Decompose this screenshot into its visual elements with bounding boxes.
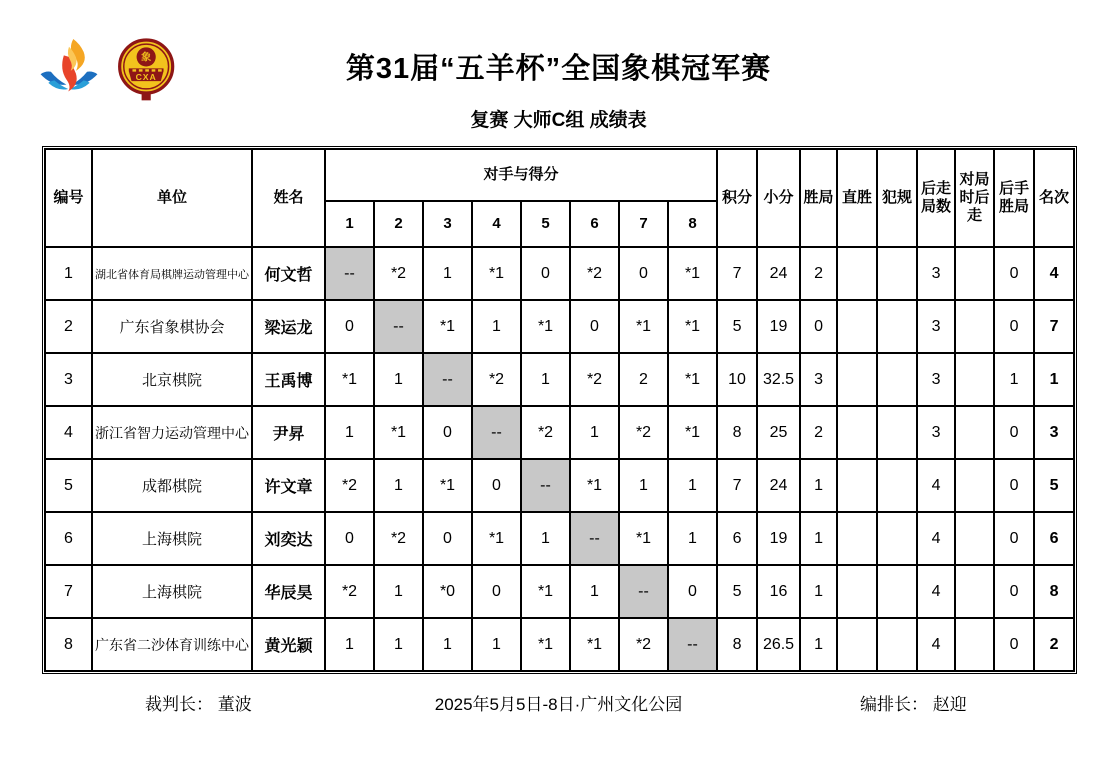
opponent-score-cell-5: 1 — [521, 353, 570, 406]
rank-cell: 8 — [1034, 565, 1074, 618]
round-header-7: 7 — [619, 201, 668, 247]
direct-win-cell — [837, 300, 877, 353]
opponent-score-cell-7: 2 — [619, 353, 668, 406]
rank-cell: 6 — [1034, 512, 1074, 565]
opponent-score-cell-8: 0 — [668, 565, 717, 618]
opponent-score-cell-8: -- — [668, 618, 717, 671]
opponent-score-cell-7: *2 — [619, 618, 668, 671]
opponent-score-cell-7: -- — [619, 565, 668, 618]
unit-cell: 浙江省智力运动管理中心 — [92, 406, 252, 459]
opponent-score-cell-7: *1 — [619, 300, 668, 353]
opponent-score-cell-5: *1 — [521, 618, 570, 671]
opponent-score-cell-1: 1 — [325, 618, 374, 671]
unit-cell: 上海棋院 — [92, 512, 252, 565]
opponent-score-cell-6: *2 — [570, 353, 619, 406]
opponent-score-cell-4: *2 — [472, 353, 521, 406]
opponent-score-cell-2: 1 — [374, 618, 423, 671]
opponent-score-cell-8: *1 — [668, 406, 717, 459]
direct-win-cell — [837, 618, 877, 671]
date-venue-label: 2025年5月5日-8日·广州文化公园 — [434, 695, 683, 714]
opponent-score-cell-3: 1 — [423, 247, 472, 300]
opponent-score-cell-8: 1 — [668, 459, 717, 512]
total-points-cell: 6 — [717, 512, 757, 565]
emblem-crenel-5 — [158, 69, 162, 71]
table-row — [45, 353, 1074, 406]
player-name-cell: 梁运龙 — [252, 300, 325, 353]
opponent-score-cell-2: 1 — [374, 459, 423, 512]
second-move-games-cell: 4 — [917, 618, 955, 671]
wins-cell: 2 — [800, 247, 837, 300]
wins-cell: 1 — [800, 512, 837, 565]
col-header-name: 姓名 — [252, 149, 325, 247]
col-header-rank: 名次 — [1034, 149, 1074, 247]
col-header-fouls: 犯规 — [877, 149, 917, 247]
table-row — [45, 247, 1074, 300]
opponent-score-cell-3: *1 — [423, 300, 472, 353]
opponent-score-cell-7: 1 — [619, 459, 668, 512]
opponent-score-cell-2: *1 — [374, 406, 423, 459]
wins-cell: 1 — [800, 565, 837, 618]
opponent-score-cell-6: 0 — [570, 300, 619, 353]
opponent-score-cell-2: -- — [374, 300, 423, 353]
col-header-direct-win: 直胜 — [837, 149, 877, 247]
unit-cell: 湖北省体育局棋牌运动管理中心 — [92, 247, 252, 300]
player-name-cell: 王禹博 — [252, 353, 325, 406]
opponent-score-cell-5: *2 — [521, 406, 570, 459]
second-move-games-cell: 3 — [917, 247, 955, 300]
results-tbody — [45, 247, 1074, 671]
col-header-unit: 单位 — [92, 149, 252, 247]
rank-cell: 3 — [1034, 406, 1074, 459]
second-when-timed-cell — [955, 247, 994, 300]
opponent-score-cell-1: *2 — [325, 565, 374, 618]
total-points-cell: 7 — [717, 247, 757, 300]
wins-cell: 1 — [800, 459, 837, 512]
tiebreak-points-cell: 19 — [757, 512, 800, 565]
second-move-games-cell: 3 — [917, 300, 955, 353]
second-when-timed-cell — [955, 300, 994, 353]
opponent-score-cell-5: 0 — [521, 247, 570, 300]
fouls-cell — [877, 618, 917, 671]
second-move-wins-cell: 0 — [994, 300, 1034, 353]
total-points-cell: 5 — [717, 300, 757, 353]
opponent-score-cell-6: 1 — [570, 406, 619, 459]
col-header-opponents: 对手与得分 — [325, 149, 717, 201]
direct-win-cell — [837, 565, 877, 618]
second-move-wins-cell: 0 — [994, 247, 1034, 300]
player-name-cell: 何文哲 — [252, 247, 325, 300]
player-name-cell: 刘奕达 — [252, 512, 325, 565]
fouls-cell — [877, 300, 917, 353]
fouls-cell — [877, 247, 917, 300]
second-move-wins-cell: 0 — [994, 618, 1034, 671]
col-header-tiebreak: 小分 — [757, 149, 800, 247]
col-header-number: 编号 — [45, 149, 92, 247]
opponent-score-cell-3: *0 — [423, 565, 472, 618]
results-table-frame — [42, 146, 1077, 674]
rank-cell: 7 — [1034, 300, 1074, 353]
unit-cell: 广东省二沙体育训练中心 — [92, 618, 252, 671]
opponent-score-cell-3: 0 — [423, 512, 472, 565]
player-name-cell: 华辰昊 — [252, 565, 325, 618]
direct-win-cell — [837, 247, 877, 300]
rank-cell: 2 — [1034, 618, 1074, 671]
opponent-score-cell-7: *2 — [619, 406, 668, 459]
opponent-score-cell-3: -- — [423, 353, 472, 406]
opponent-score-cell-3: 0 — [423, 406, 472, 459]
tiebreak-points-cell: 24 — [757, 459, 800, 512]
unit-cell: 成都棋院 — [92, 459, 252, 512]
tiebreak-points-cell: 16 — [757, 565, 800, 618]
second-move-wins-cell: 0 — [994, 459, 1034, 512]
opponent-score-cell-2: *2 — [374, 247, 423, 300]
opponent-score-cell-4: 0 — [472, 565, 521, 618]
table-row — [45, 618, 1074, 671]
opponent-score-cell-7: 0 — [619, 247, 668, 300]
second-move-games-cell: 4 — [917, 459, 955, 512]
row-number-cell: 6 — [45, 512, 92, 565]
second-move-wins-cell: 0 — [994, 512, 1034, 565]
opponent-score-cell-6: 1 — [570, 565, 619, 618]
opponent-score-cell-5: *1 — [521, 565, 570, 618]
opponent-score-cell-6: *1 — [570, 618, 619, 671]
col-header-wins: 胜局 — [800, 149, 837, 247]
second-move-games-cell: 3 — [917, 406, 955, 459]
emblem-bottom-tab — [142, 92, 151, 100]
second-when-timed-cell — [955, 565, 994, 618]
player-name-cell: 尹昇 — [252, 406, 325, 459]
fouls-cell — [877, 406, 917, 459]
tiebreak-points-cell: 32.5 — [757, 353, 800, 406]
row-number-cell: 8 — [45, 618, 92, 671]
opponent-score-cell-6: *1 — [570, 459, 619, 512]
second-move-wins-cell: 0 — [994, 406, 1034, 459]
opponent-score-cell-5: 1 — [521, 512, 570, 565]
torch-flame-logo — [38, 36, 100, 104]
unit-cell: 广东省象棋协会 — [92, 300, 252, 353]
opponent-score-cell-6: -- — [570, 512, 619, 565]
tiebreak-points-cell: 24 — [757, 247, 800, 300]
col-header-second-when-timed: 对局时后走 — [955, 149, 994, 247]
col-header-second-games: 后走局数 — [917, 149, 955, 247]
emblem-piece-character: 象 — [141, 52, 152, 64]
second-move-wins-cell: 0 — [994, 565, 1034, 618]
col-header-score: 积分 — [717, 149, 757, 247]
chief-referee-label: 裁判长： 董波 — [145, 695, 252, 714]
page-subtitle: 复赛 大师C组 成绩表 — [470, 110, 647, 131]
round-header-1: 1 — [325, 201, 374, 247]
opponent-score-cell-4: 1 — [472, 300, 521, 353]
opponent-score-cell-8: *1 — [668, 247, 717, 300]
direct-win-cell — [837, 512, 877, 565]
opponent-score-cell-1: *1 — [325, 353, 374, 406]
row-number-cell: 4 — [45, 406, 92, 459]
second-move-games-cell: 4 — [917, 512, 955, 565]
opponent-score-cell-4: 0 — [472, 459, 521, 512]
player-name-cell: 许文章 — [252, 459, 325, 512]
row-number-cell: 7 — [45, 565, 92, 618]
page-title: 第31届“五羊杯”全国象棋冠军赛 — [345, 53, 772, 85]
opponent-score-cell-6: *2 — [570, 247, 619, 300]
round-header-3: 3 — [423, 201, 472, 247]
opponent-score-cell-2: *2 — [374, 512, 423, 565]
results-table-header — [45, 149, 1074, 247]
opponent-score-cell-1: *2 — [325, 459, 374, 512]
second-when-timed-cell — [955, 459, 994, 512]
col-header-second-wins: 后手胜局 — [994, 149, 1034, 247]
tiebreak-points-cell: 19 — [757, 300, 800, 353]
results-table — [44, 148, 1075, 672]
row-number-cell: 3 — [45, 353, 92, 406]
tiebreak-points-cell: 26.5 — [757, 618, 800, 671]
chief-arranger-label: 编排长： 赵迎 — [860, 695, 967, 714]
opponent-score-cell-2: 1 — [374, 353, 423, 406]
cxa-association-emblem — [116, 36, 180, 108]
player-name-cell: 黄光颖 — [252, 618, 325, 671]
table-row — [45, 565, 1074, 618]
wins-cell: 0 — [800, 300, 837, 353]
opponent-score-cell-1: -- — [325, 247, 374, 300]
second-when-timed-cell — [955, 618, 994, 671]
unit-cell: 北京棋院 — [92, 353, 252, 406]
opponent-score-cell-7: *1 — [619, 512, 668, 565]
opponent-score-cell-4: *1 — [472, 512, 521, 565]
row-number-cell: 1 — [45, 247, 92, 300]
direct-win-cell — [837, 406, 877, 459]
opponent-score-cell-8: *1 — [668, 300, 717, 353]
second-move-games-cell: 4 — [917, 565, 955, 618]
opponent-score-cell-5: -- — [521, 459, 570, 512]
round-header-6: 6 — [570, 201, 619, 247]
opponent-score-cell-8: *1 — [668, 353, 717, 406]
tiebreak-points-cell: 25 — [757, 406, 800, 459]
emblem-cxa-text: CXA — [135, 71, 157, 82]
total-points-cell: 5 — [717, 565, 757, 618]
opponent-score-cell-4: -- — [472, 406, 521, 459]
round-header-5: 5 — [521, 201, 570, 247]
wins-cell: 1 — [800, 618, 837, 671]
total-points-cell: 8 — [717, 406, 757, 459]
fouls-cell — [877, 512, 917, 565]
fouls-cell — [877, 353, 917, 406]
second-when-timed-cell — [955, 353, 994, 406]
second-when-timed-cell — [955, 512, 994, 565]
table-row — [45, 512, 1074, 565]
total-points-cell: 8 — [717, 618, 757, 671]
opponent-score-cell-1: 0 — [325, 300, 374, 353]
table-row — [45, 459, 1074, 512]
opponent-score-cell-1: 0 — [325, 512, 374, 565]
rank-cell: 4 — [1034, 247, 1074, 300]
opponent-score-cell-3: 1 — [423, 618, 472, 671]
opponent-score-cell-5: *1 — [521, 300, 570, 353]
opponent-score-cell-8: 1 — [668, 512, 717, 565]
round-header-8: 8 — [668, 201, 717, 247]
second-when-timed-cell — [955, 406, 994, 459]
fouls-cell — [877, 565, 917, 618]
opponent-score-cell-4: 1 — [472, 618, 521, 671]
table-row — [45, 300, 1074, 353]
second-move-games-cell: 3 — [917, 353, 955, 406]
table-row — [45, 406, 1074, 459]
round-header-4: 4 — [472, 201, 521, 247]
round-header-2: 2 — [374, 201, 423, 247]
direct-win-cell — [837, 353, 877, 406]
second-move-wins-cell: 1 — [994, 353, 1034, 406]
direct-win-cell — [837, 459, 877, 512]
wins-cell: 2 — [800, 406, 837, 459]
total-points-cell: 7 — [717, 459, 757, 512]
wins-cell: 3 — [800, 353, 837, 406]
opponent-score-cell-3: *1 — [423, 459, 472, 512]
footer — [0, 690, 1117, 718]
row-number-cell: 2 — [45, 300, 92, 353]
rank-cell: 5 — [1034, 459, 1074, 512]
unit-cell: 上海棋院 — [92, 565, 252, 618]
opponent-score-cell-2: 1 — [374, 565, 423, 618]
row-number-cell: 5 — [45, 459, 92, 512]
rank-cell: 1 — [1034, 353, 1074, 406]
fouls-cell — [877, 459, 917, 512]
opponent-score-cell-4: *1 — [472, 247, 521, 300]
opponent-score-cell-1: 1 — [325, 406, 374, 459]
total-points-cell: 10 — [717, 353, 757, 406]
